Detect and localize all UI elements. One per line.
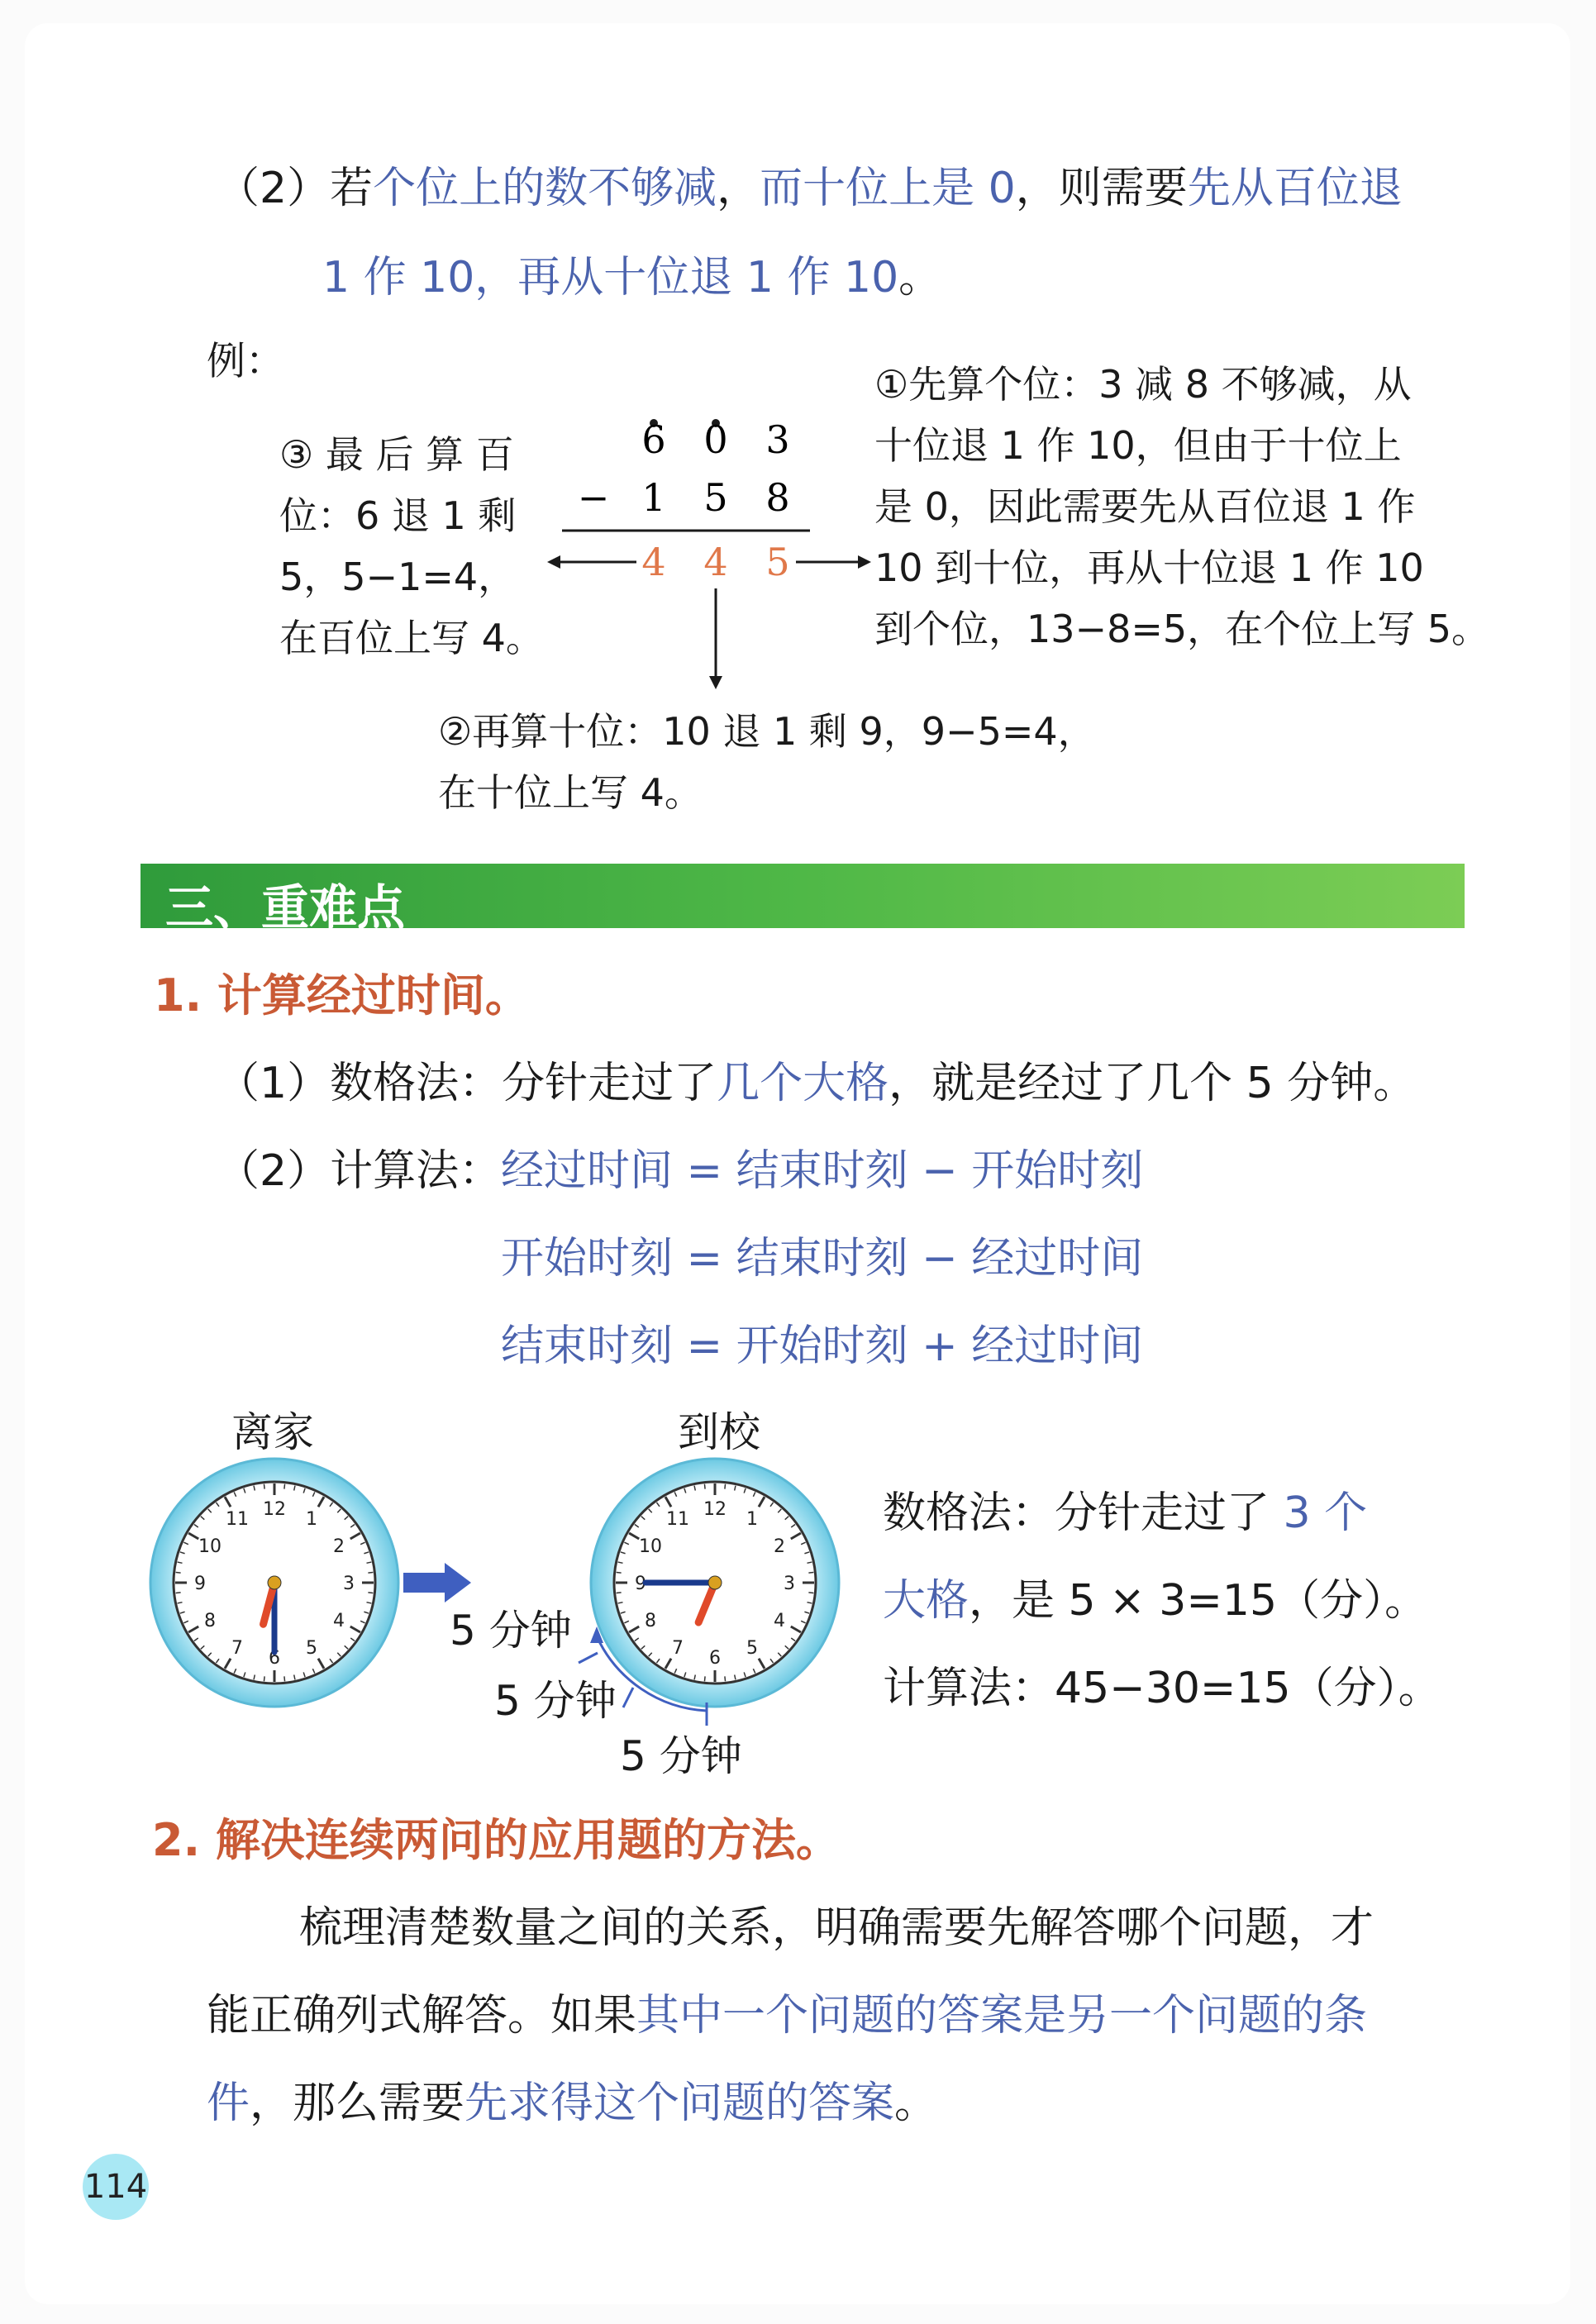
clock-numeral: 4	[332, 1611, 345, 1631]
minuend-tens: 0	[703, 417, 728, 462]
leave-home-label: 离家	[231, 1408, 314, 1456]
clock-numeral: 5	[746, 1637, 758, 1659]
step1-explanation: ①先算个位：3 减 8 不够减，从 十位退 1 作 10，但由于十位上 是 0，因此需要先从百位退 1 作 10 到十位，再从十位退 1 作 10 到个位，13−8=5，在个位上写 5。	[874, 362, 1490, 651]
minuend-ones: 3	[765, 417, 790, 462]
clock-numeral: 8	[645, 1611, 657, 1631]
arrow-head-left	[547, 555, 560, 569]
example-label: 例：	[207, 339, 284, 384]
clock-numeral: 12	[703, 1499, 727, 1520]
clock-tick	[176, 1572, 181, 1573]
clock-numeral: 9	[635, 1574, 646, 1594]
formula-start: 开始时刻 = 结束时刻 − 经过时间	[501, 1234, 1144, 1283]
clock-numeral: 9	[194, 1574, 206, 1594]
clock-numeral: 5	[306, 1637, 317, 1659]
clock-numeral: 4	[773, 1611, 785, 1631]
subtrahend-ones: 8	[765, 475, 790, 520]
clock-tick	[284, 1676, 285, 1681]
step2-explanation: ②再算十位：10 退 1 剩 9，9−5=4， 在十位上写 4。	[438, 709, 1096, 815]
subtrahend-hundreds: 1	[641, 475, 666, 520]
rule2-line1: （2）若个位上的数不够减，而十位上是 0，则需要先从百位退	[217, 164, 1403, 213]
clock-tick	[617, 1572, 622, 1573]
clock-tick	[368, 1572, 373, 1573]
clock-numeral: 11	[226, 1509, 249, 1531]
clock-numeral: 1	[306, 1509, 317, 1531]
point2-line1: 梳理清楚数量之间的关系，明确需要先解答哪个问题，才	[299, 1903, 1374, 1953]
clock-numeral: 10	[198, 1536, 222, 1557]
vertical-subtraction	[545, 405, 876, 702]
clock-arrive-school	[591, 1459, 839, 1707]
formula-end: 结束时刻 = 开始时刻 + 经过时间	[501, 1322, 1144, 1371]
clock-numeral: 2	[332, 1536, 345, 1557]
clock-numeral: 12	[263, 1499, 286, 1520]
step3-explanation: ③ 最 后 算 百 位：6 退 1 剩 5，5−1=4， 在百位上写 4。	[279, 432, 544, 660]
point2-title: 2. 解决连续两问的应用题的方法。	[152, 1814, 841, 1866]
method2-label: （2）计算法：	[217, 1146, 503, 1196]
result-tens: 4	[703, 540, 728, 584]
clock-numeral: 2	[773, 1536, 785, 1557]
clock-numeral: 7	[672, 1637, 684, 1659]
clock-numeral: 11	[666, 1509, 689, 1531]
minuend-hundreds: 6	[641, 417, 666, 462]
clock-tick	[704, 1484, 705, 1489]
point2-line3: 件，那么需要先求得这个问题的答案。	[207, 2079, 938, 2128]
clock-tick	[704, 1676, 705, 1681]
clock-note-line2: 大格，是 5 × 3=15（分）。	[883, 1576, 1428, 1626]
rule2-line2: 1 作 10，再从十位退 1 作 10。	[322, 253, 942, 302]
point2-line2: 能正确列式解答。如果其中一个问题的答案是另一个问题的条	[207, 1991, 1368, 2041]
result-ones: 5	[765, 540, 790, 584]
five-min-label-1: 5 分钟	[450, 1607, 572, 1655]
formula-elapsed: 经过时间 = 结束时刻 − 开始时刻	[501, 1146, 1144, 1196]
method1-line: （1）数格法：分针走过了几个大格，就是经过了几个 5 分钟。	[217, 1059, 1417, 1108]
clock-tick	[725, 1484, 726, 1489]
minus-sign: −	[577, 475, 610, 520]
section-header-band	[141, 864, 1465, 936]
elapsed-tick-mid1	[623, 1688, 633, 1707]
elapsed-tick-mid2	[579, 1653, 598, 1663]
subtrahend-tens: 5	[703, 475, 728, 520]
five-min-label-2: 5 分钟	[494, 1677, 617, 1725]
clock-note-line3: 计算法：45−30=15（分）。	[883, 1664, 1441, 1713]
clock-numeral: 1	[746, 1509, 758, 1531]
clock-tick	[284, 1484, 285, 1489]
clock-tick	[725, 1676, 726, 1681]
clock-center	[708, 1576, 722, 1589]
clock-note-line1: 数格法：分针走过了 3 个	[883, 1488, 1368, 1538]
point1-title: 1. 计算经过时间。	[154, 969, 530, 1022]
section-title: 三、重难点	[165, 879, 406, 936]
arrow-head-down	[709, 676, 722, 689]
five-min-label-3: 5 分钟	[620, 1732, 742, 1780]
arrow-head-right	[858, 555, 871, 569]
clock-numeral: 7	[231, 1637, 243, 1659]
clock-numeral: 6	[269, 1648, 280, 1669]
arrive-school-label: 到校	[678, 1408, 760, 1456]
clock-numeral: 3	[784, 1574, 795, 1594]
clock-numeral: 3	[343, 1574, 355, 1594]
clock-center	[268, 1576, 281, 1589]
clock-leave-home	[150, 1459, 398, 1707]
clock-numeral: 10	[639, 1536, 663, 1557]
result-hundreds: 4	[641, 540, 666, 584]
clock-tick	[808, 1572, 813, 1573]
page-number: 114	[83, 2154, 149, 2220]
clock-numeral: 6	[709, 1648, 721, 1669]
clock-numeral: 8	[204, 1611, 217, 1631]
time-arrow	[403, 1563, 471, 1603]
